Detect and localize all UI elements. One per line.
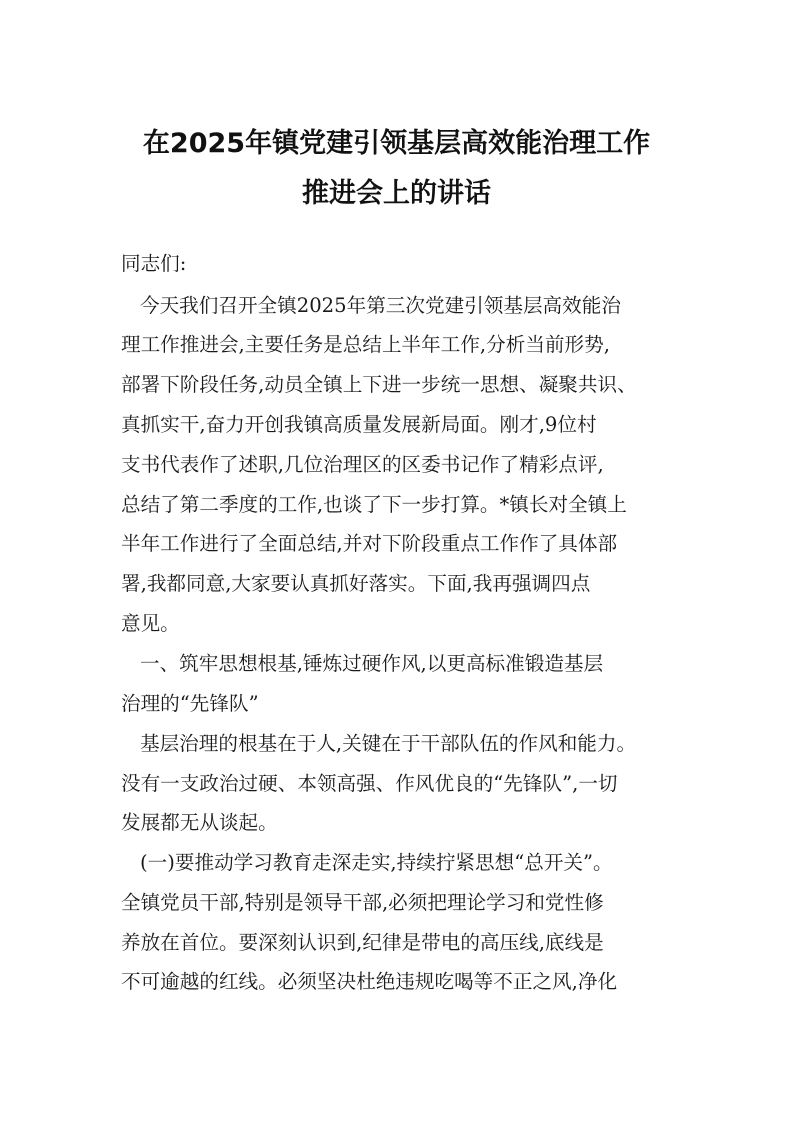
subsection-heading: (一)要推动学习教育走深走实,持续拧紧思想“总开关”。 <box>140 851 613 874</box>
body-line: 总结了第二季度的工作,也谈了下一步打算。*镇长对全镇上 <box>121 493 627 516</box>
body-line: 意见。 <box>121 612 180 635</box>
body-line: 支书代表作了述职,几位治理区的区委书记作了精彩点评, <box>121 453 604 476</box>
body-line: 没有一支政治过硬、本领高强、作风优良的“先锋队”,一切 <box>121 772 618 795</box>
body-line: 发展都无从谈起。 <box>121 811 278 834</box>
body-line: 署,我都同意,大家要认真抓好落实。下面,我再强调四点 <box>121 572 591 595</box>
body-line: 今天我们召开全镇2025年第三次党建引领基层高效能治 <box>140 294 621 317</box>
body-line: 全镇党员干部,特别是领导干部,必须把理论学习和党性修 <box>121 891 604 914</box>
body-line: 理工作推进会,主要任务是总结上半年工作,分析当前形势, <box>121 333 610 356</box>
body-line: 不可逾越的红线。必须坚决杜绝违规吃喝等不正之风,净化 <box>121 970 618 993</box>
body-line: 真抓实干,奋力开创我镇高质量发展新局面。刚才,9位村 <box>121 413 597 436</box>
section-heading: 一、筑牢思想根基,锤炼过硬作风,以更高标准锻造基层 <box>140 652 604 675</box>
section-heading: 治理的“先锋队” <box>121 692 259 715</box>
document-title-line-1: 在2025年镇党建引领基层高效能治理工作 <box>142 128 651 159</box>
body-line: 基层治理的根基在于人,关键在于干部队伍的作风和能力。 <box>140 732 637 755</box>
document-title-line-2: 推进会上的讲话 <box>302 178 491 209</box>
body-line: 部署下阶段任务,动员全镇上下进一步统一思想、凝聚共识、 <box>121 373 637 396</box>
body-line: 半年工作进行了全面总结,并对下阶段重点工作作了具体部 <box>121 532 618 555</box>
body-line: 养放在首位。要深刻认识到,纪律是带电的高压线,底线是 <box>121 931 604 954</box>
salutation: 同志们: <box>121 252 187 275</box>
